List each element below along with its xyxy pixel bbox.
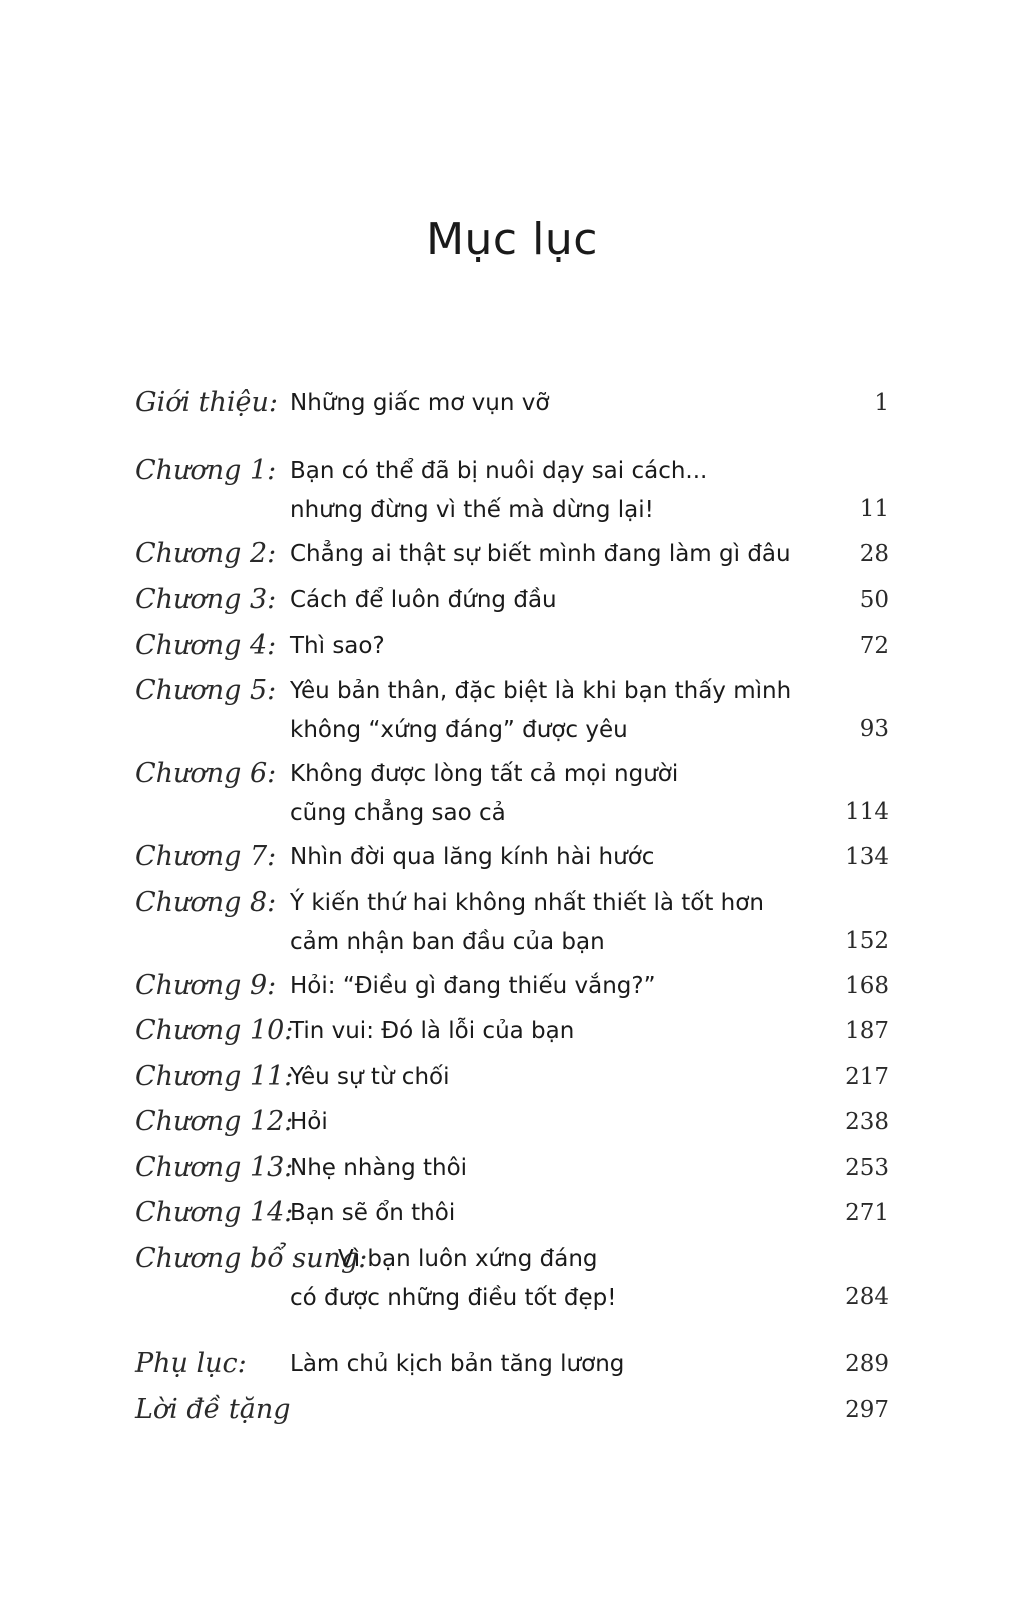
toc-entry-page-number: 50 xyxy=(859,587,889,613)
toc-entry-title-line: Những giấc mơ vụn vỡ xyxy=(290,390,550,416)
toc-entry-page-number: 284 xyxy=(845,1284,889,1310)
toc-entry-label: Chương 12: xyxy=(135,1106,294,1137)
toc-entry-label: Chương bổ sung: xyxy=(135,1243,368,1274)
toc-entry-page-number: 114 xyxy=(845,799,889,825)
toc-entry-title xyxy=(290,755,820,833)
toc-entry-title-line: Yêu bản thân, đặc biệt là khi bạn thấy mình xyxy=(290,678,792,704)
toc-entry-title xyxy=(290,1149,820,1188)
toc-entry-title xyxy=(290,884,820,962)
toc-entry-page-number: 217 xyxy=(845,1064,889,1090)
toc-entry-label: Chương 1: xyxy=(135,455,277,486)
toc-entry-label: Chương 8: xyxy=(135,887,277,918)
toc-entry-title-line: Bạn có thể đã bị nuôi dạy sai cách... xyxy=(290,458,708,484)
toc-entry-title-line: Bạn sẽ ổn thôi xyxy=(290,1200,456,1226)
toc-entry-title-line: Không được lòng tất cả mọi người xyxy=(290,761,679,787)
toc-entry-title xyxy=(290,1345,820,1384)
toc-entry-title-line: có được những điều tốt đẹp! xyxy=(290,1285,617,1311)
toc-entry-title xyxy=(290,627,820,666)
toc-entry-title xyxy=(290,581,820,620)
toc-entry-title-line: Vì bạn luôn xứng đáng xyxy=(338,1246,598,1272)
toc-entry-title-line: nhưng đừng vì thế mà dừng lại! xyxy=(290,497,654,523)
toc-entry-title xyxy=(290,452,820,530)
toc-entry-title xyxy=(290,384,820,423)
toc-entry-label: Lời đề tặng xyxy=(135,1394,291,1425)
toc-entry-label: Chương 3: xyxy=(135,584,277,615)
toc-entry-page-number: 72 xyxy=(859,633,889,659)
toc-entry-title xyxy=(290,1012,820,1051)
toc-entry-title-line: Hỏi: “Điều gì đang thiếu vắng?” xyxy=(290,973,656,999)
toc-entry-title-line: không “xứng đáng” được yêu xyxy=(290,717,628,743)
toc-entry-label: Chương 5: xyxy=(135,675,277,706)
toc-entry-label: Chương 10: xyxy=(135,1015,294,1046)
toc-entry-label: Chương 6: xyxy=(135,758,277,789)
toc-entry-page-number: 11 xyxy=(859,496,889,522)
toc-entry-label: Chương 2: xyxy=(135,538,277,569)
toc-entry-title xyxy=(290,672,820,750)
toc-entry-page-number: 271 xyxy=(845,1200,889,1226)
toc-entry-title xyxy=(290,1240,820,1318)
toc-entry-label: Chương 4: xyxy=(135,630,277,661)
toc-entry-page-number: 289 xyxy=(845,1351,889,1377)
toc-entry-title-line: Nhìn đời qua lăng kính hài hước xyxy=(290,844,655,870)
toc-entry-page-number: 297 xyxy=(845,1397,889,1423)
page-title: Mục lục xyxy=(426,214,598,265)
toc-entry-title-line: Tin vui: Đó là lỗi của bạn xyxy=(290,1018,575,1044)
toc-entry-title-line: Nhẹ nhàng thôi xyxy=(290,1155,468,1181)
toc-entry-page-number: 1 xyxy=(874,390,889,416)
toc-entry-title xyxy=(290,1058,820,1097)
toc-entry-title xyxy=(290,1103,820,1142)
toc-entry-title-line: Làm chủ kịch bản tăng lương xyxy=(290,1351,625,1377)
toc-entry-title-line: Hỏi xyxy=(290,1109,328,1135)
toc-entry-label: Phụ lục: xyxy=(135,1348,247,1379)
toc-entry-title-line: Chẳng ai thật sự biết mình đang làm gì đâu xyxy=(290,541,791,567)
toc-entry-title xyxy=(290,535,820,574)
toc-entry-title xyxy=(290,1194,820,1233)
toc-entry-title-line: cảm nhận ban đầu của bạn xyxy=(290,929,605,955)
toc-entry-title-line: Ý kiến thứ hai không nhất thiết là tốt hơn xyxy=(290,890,764,916)
toc-entry-page-number: 187 xyxy=(845,1018,889,1044)
toc-entry-label: Chương 13: xyxy=(135,1152,294,1183)
toc-entry-page-number: 238 xyxy=(845,1109,889,1135)
toc-entry-page-number: 134 xyxy=(845,844,889,870)
toc-entry-title-line: Thì sao? xyxy=(290,633,385,659)
toc-entry-label: Chương 7: xyxy=(135,841,277,872)
toc-entry-page-number: 168 xyxy=(845,973,889,999)
toc-entry-page-number: 253 xyxy=(845,1155,889,1181)
toc-entry-title xyxy=(290,967,820,1006)
toc-entry-label: Chương 14: xyxy=(135,1197,294,1228)
toc-entry-page-number: 93 xyxy=(859,716,889,742)
toc-entry-label: Chương 11: xyxy=(135,1061,294,1092)
toc-entry-label: Chương 9: xyxy=(135,970,277,1001)
toc-entry-title-line: Yêu sự từ chối xyxy=(290,1064,450,1090)
toc-entry-page-number: 152 xyxy=(845,928,889,954)
toc-entry-title xyxy=(290,838,820,877)
toc-entry-label: Giới thiệu: xyxy=(135,387,279,418)
toc-entry-title-line: cũng chẳng sao cả xyxy=(290,800,506,826)
toc-entry-title-line: Cách để luôn đứng đầu xyxy=(290,587,557,613)
toc-entry-page-number: 28 xyxy=(859,541,889,567)
